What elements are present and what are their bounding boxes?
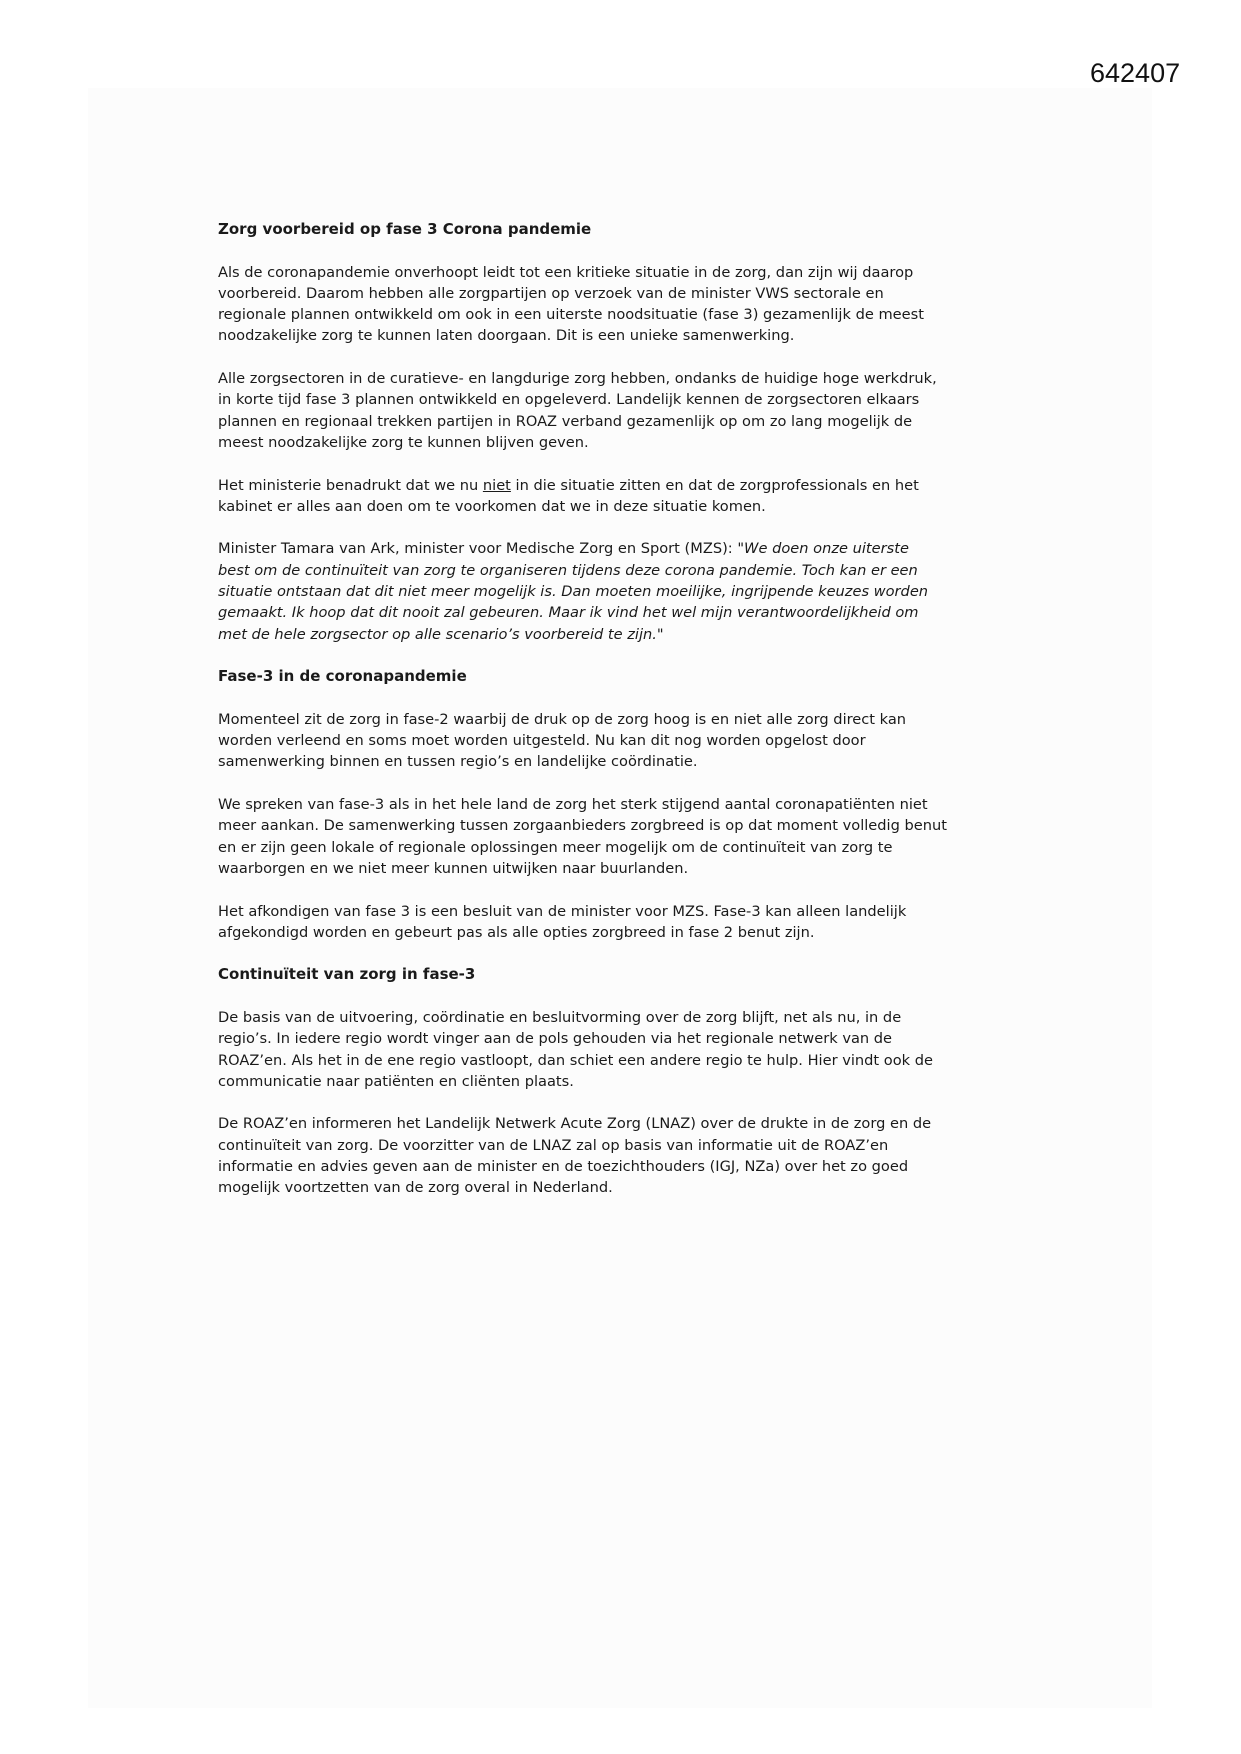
text-line (218, 922, 1078, 943)
text-segment: De ROAZ’en informeren het Landelijk Netwerk Acute Zorg (LNAZ) over de drukte in de zorg en de (218, 1115, 932, 1133)
paragraph (218, 368, 1078, 453)
text-segment: Het ministerie benadrukt dat we nu (218, 476, 483, 494)
text-segment: Als de coronapandemie onverhoopt leidt tot een kritieke situatie in de zorg, dan zijn wij daarop (218, 263, 914, 281)
text-line (218, 389, 1078, 410)
text-segment: meest noodzakelijke zorg te kunnen blijven geven. (218, 433, 589, 451)
text-line (218, 1028, 1078, 1049)
paragraph (218, 901, 1078, 944)
text-line (218, 624, 1078, 645)
text-line (218, 1113, 1078, 1134)
text-line (218, 1135, 1078, 1156)
section-heading: Continuïteit van zorg in fase-3 (218, 965, 476, 984)
text-segment: plannen en regionaal trekken partijen in ROAZ verband gezamenlijk op om zo lang mogelijk de (218, 412, 913, 430)
text-line (218, 901, 1078, 922)
quote-text: situatie ontstaan dat dit niet meer mogelijk is. Dan moeten moeilijke, ingrijpende keuzes worden (218, 583, 929, 601)
quote-text: "We doen onze uiterste (737, 540, 909, 558)
text-line (218, 751, 1078, 772)
text-segment: continuïteit van zorg. De voorzitter van de LNAZ zal op basis van informatie uit de ROAZ’en (218, 1136, 889, 1154)
text-segment: noodzakelijke zorg te kunnen laten doorgaan. Dit is een unieke samenwerking. (218, 327, 795, 345)
text-line (218, 262, 1078, 283)
text-segment: kabinet er alles aan doen om te voorkomen dat we in deze situatie komen. (218, 497, 766, 515)
text-line (218, 730, 1078, 751)
paragraph (218, 1007, 1078, 1092)
text-line (218, 858, 1078, 879)
text-segment: regio’s. In iedere regio wordt vinger aan de pols gehouden via het regionale netwerk van de (218, 1030, 893, 1048)
text-segment: in korte tijd fase 3 plannen ontwikkeld en opgeleverd. Landelijk kennen de zorgsectoren elkaars (218, 391, 920, 409)
paragraph (218, 794, 1078, 879)
text-segment: Minister Tamara van Ark, minister voor Medische Zorg en Sport (MZS): (218, 540, 738, 558)
text-line (218, 475, 1078, 496)
text-line (218, 368, 1078, 389)
text-line (218, 837, 1078, 858)
text-segment: waarborgen en we niet meer kunnen uitwijken naar buurlanden. (218, 859, 689, 877)
text-segment: regionale plannen ontwikkeld om ook in een uiterste noodsituatie (fase 3) gezamenlijk de meest (218, 306, 924, 324)
text-line (218, 283, 1078, 304)
text-segment: ROAZ’en. Als het in de ene regio vastloopt, dan schiet een andere regio te hulp. Hier vindt ook de (218, 1051, 933, 1069)
text-line (218, 325, 1078, 346)
document-body (218, 219, 1078, 1220)
text-line (218, 411, 1078, 432)
text-line (218, 602, 1078, 623)
text-segment: en er zijn geen lokale of regionale oplossingen meer mogelijk om de continuïteit van zorg te (218, 838, 893, 856)
text-segment: Alle zorgsectoren in de curatieve- en langdurige zorg hebben, ondanks de huidige hoge werkdruk, (218, 370, 937, 388)
text-line (218, 709, 1078, 730)
underlined-text: niet (482, 476, 511, 494)
text-line (218, 815, 1078, 836)
text-segment: De basis van de uitvoering, coördinatie en besluitvorming over de zorg blijft, net als nu, in de (218, 1008, 902, 1026)
section-heading: Fase-3 in de coronapandemie (218, 667, 467, 686)
text-line (218, 496, 1078, 517)
section-heading: Zorg voorbereid op fase 3 Corona pandemie (218, 220, 592, 238)
text-line (218, 538, 1078, 559)
text-segment: meer aankan. De samenwerking tussen zorgaanbieders zorgbreed is op dat moment volledig benut (218, 817, 947, 835)
text-line (218, 432, 1078, 453)
text-line (218, 1177, 1078, 1198)
paragraph (218, 709, 1078, 773)
text-segment: We spreken van fase-3 als in het hele land de zorg het sterk stijgend aantal coronapatiënten niet (218, 796, 928, 814)
text-segment: Het afkondigen van fase 3 is een besluit van de minister voor MZS. Fase-3 kan alleen landelijk (218, 902, 907, 920)
text-line (218, 1050, 1078, 1071)
text-line (218, 560, 1078, 581)
paragraph (218, 262, 1078, 347)
text-segment: voorbereid. Daarom hebben alle zorgpartijen op verzoek van de minister VWS sectorale en (218, 284, 884, 302)
text-segment: communicatie naar patiënten en cliënten plaats. (218, 1072, 574, 1090)
text-segment: informatie en advies geven aan de minister en de toezichthouders (IGJ, NZa) over het zo goed (218, 1158, 909, 1176)
text-line (218, 581, 1078, 602)
text-segment: samenwerking binnen en tussen regio’s en landelijke coördinatie. (218, 753, 698, 771)
text-line (218, 1007, 1078, 1028)
quote-text: met de hele zorgsector op alle scenario’s voorbereid te zijn." (218, 625, 664, 643)
paragraph (218, 475, 1078, 518)
text-segment: afgekondigd worden en gebeurt pas als alle opties zorgbreed in fase 2 benut zijn. (218, 923, 815, 941)
text-line (218, 1071, 1078, 1092)
paragraph (218, 1113, 1078, 1198)
quote-text: gemaakt. Ik hoop dat dit nooit zal gebeuren. Maar ik vind het wel mijn verantwoordelijkheid om (218, 604, 919, 622)
quote-text: best om de continuïteit van zorg te organiseren tijdens deze corona pandemie. Toch kan er een (218, 561, 918, 579)
paragraph (218, 538, 1078, 644)
text-line (218, 1156, 1078, 1177)
text-segment: Momenteel zit de zorg in fase-2 waarbij de druk op de zorg hoog is en niet alle zorg direct kan (218, 710, 907, 728)
text-line (218, 794, 1078, 815)
document-number: 642407 (1090, 58, 1181, 88)
text-segment: worden verleend en soms moet worden uitgesteld. Nu kan dit nog worden opgelost door (218, 732, 866, 750)
text-segment: in die situatie zitten en dat de zorgprofessionals en het (510, 476, 919, 494)
text-segment: mogelijk voortzetten van de zorg overal in Nederland. (218, 1179, 613, 1197)
text-line (218, 304, 1078, 325)
